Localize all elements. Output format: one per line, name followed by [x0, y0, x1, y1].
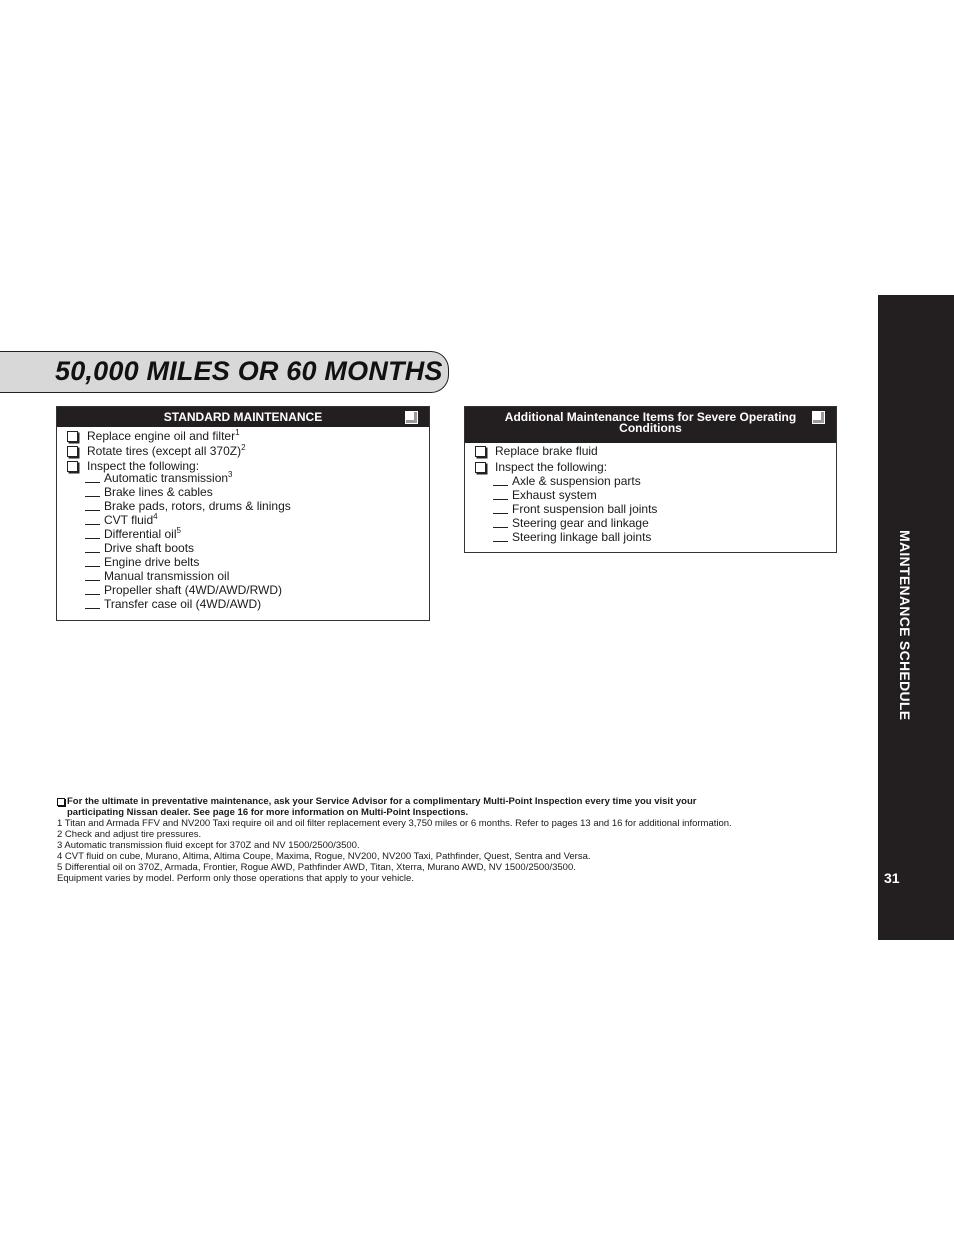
footnote-5: 5 Differential oil on 370Z, Armada, Frontier, Rogue AWD, Pathfinder AWD, Titan, Xterra, Murano AWD, NV 1500/2500/3500.	[57, 862, 576, 873]
standard-maintenance-title: STANDARD MAINTENANCE	[163, 410, 323, 424]
checkbox-icon	[475, 446, 486, 457]
blank-line	[85, 584, 100, 595]
checkbox-icon	[475, 462, 486, 473]
blank-line	[85, 500, 100, 511]
footnote-4: 4 CVT fluid on cube, Murano, Altima, Altima Coupe, Maxima, Rogue, NV200, NV200 Taxi, Pathfinder, Quest, Sentra and Versa.	[57, 851, 591, 862]
blank-line	[493, 517, 508, 528]
checklist-subitem-label: Front suspension ball joints	[512, 502, 658, 516]
standard-maintenance-box	[56, 406, 430, 621]
blank-line	[493, 489, 508, 500]
footnote-3: 3 Automatic transmission fluid except for 370Z and NV 1500/2500/3500.	[57, 840, 360, 851]
checkbox-icon	[67, 461, 78, 472]
footnote-ref: 4	[153, 512, 158, 521]
checklist-subitem-label: Brake pads, rotors, drums & linings	[104, 499, 291, 513]
standard-maintenance-header	[57, 407, 429, 427]
header-checkbox-icon	[812, 411, 825, 424]
blank-line	[85, 528, 100, 539]
checklist-subitem-label: CVT fluid	[104, 513, 154, 527]
checklist-subitem-label: Drive shaft boots	[104, 541, 195, 555]
blank-line	[85, 472, 100, 483]
checklist-subitem-label: Steering linkage ball joints	[512, 530, 652, 544]
checklist-item-label: Inspect the following:	[87, 459, 200, 473]
page-number: 31	[884, 870, 900, 886]
severe-conditions-title-line2: Conditions	[619, 421, 682, 435]
checklist-subitem-label: Manual transmission oil	[104, 569, 230, 583]
checklist-subitem-label: Transfer case oil (4WD/AWD)	[104, 597, 262, 611]
blank-line	[85, 598, 100, 609]
blank-line	[85, 556, 100, 567]
footnote-equipment: Equipment varies by model. Perform only those operations that apply to your vehicle.	[57, 873, 414, 884]
footnote-ref: 3	[228, 470, 233, 479]
checklist-subitem-label: Axle & suspension parts	[512, 474, 641, 488]
footnote-multipoint-line1: For the ultimate in preventative maintenance, ask your Service Advisor for a complimentary Multi-Point Inspection every time you visit your	[67, 796, 697, 807]
checkbox-icon	[57, 798, 65, 806]
severe-conditions-box	[464, 406, 837, 553]
blank-line	[85, 542, 100, 553]
blank-line	[493, 503, 508, 514]
checklist-subitem-label: Differential oil	[104, 527, 177, 541]
checklist-item-label: Rotate tires (except all 370Z)	[87, 444, 242, 458]
footnote-ref: 1	[235, 428, 240, 437]
checklist-item-label: Replace engine oil and filter	[87, 429, 236, 443]
footnote-ref: 2	[241, 443, 246, 452]
checkbox-icon	[67, 431, 78, 442]
checklist-subitem-label: Propeller shaft (4WD/AWD/RWD)	[104, 583, 283, 597]
blank-line	[493, 475, 508, 486]
footnotes	[57, 796, 817, 884]
blank-line	[493, 531, 508, 542]
checklist-item-label: Inspect the following:	[495, 460, 608, 474]
header-checkbox-icon	[405, 411, 418, 424]
checklist-subitem-label: Automatic transmission	[104, 471, 229, 485]
checklist-subitem-label: Exhaust system	[512, 488, 597, 502]
title-banner	[0, 351, 449, 393]
checklist-subitem-label: Brake lines & cables	[104, 485, 213, 499]
section-side-tab	[878, 295, 954, 940]
footnote-1: 1 Titan and Armada FFV and NV200 Taxi require oil and oil filter replacement every 3,750 miles or 6 months. Refer to pages 13 and 16 for additional information.	[57, 818, 732, 829]
footnote-2: 2 Check and adjust tire pressures.	[57, 829, 202, 840]
checkbox-icon	[67, 446, 78, 457]
checklist-subitem-label: Engine drive belts	[104, 555, 200, 569]
blank-line	[85, 570, 100, 581]
footnote-ref: 5	[176, 526, 181, 535]
severe-conditions-header	[465, 407, 836, 443]
severe-conditions-title-line1: Additional Maintenance Items for Severe Operating	[504, 410, 797, 424]
checklist-subitem-label: Steering gear and linkage	[512, 516, 649, 530]
section-label: MAINTENANCE SCHEDULE	[897, 530, 913, 721]
footnote-multipoint-line2: participating Nissan dealer. See page 16 for more information on Multi-Point Inspections.	[67, 807, 469, 818]
page-title: 50,000 MILES OR 60 MONTHS	[55, 356, 443, 386]
checklist-item-label: Replace brake fluid	[495, 444, 598, 458]
blank-line	[85, 514, 100, 525]
footnote-multipoint	[57, 796, 817, 818]
blank-line	[85, 486, 100, 497]
